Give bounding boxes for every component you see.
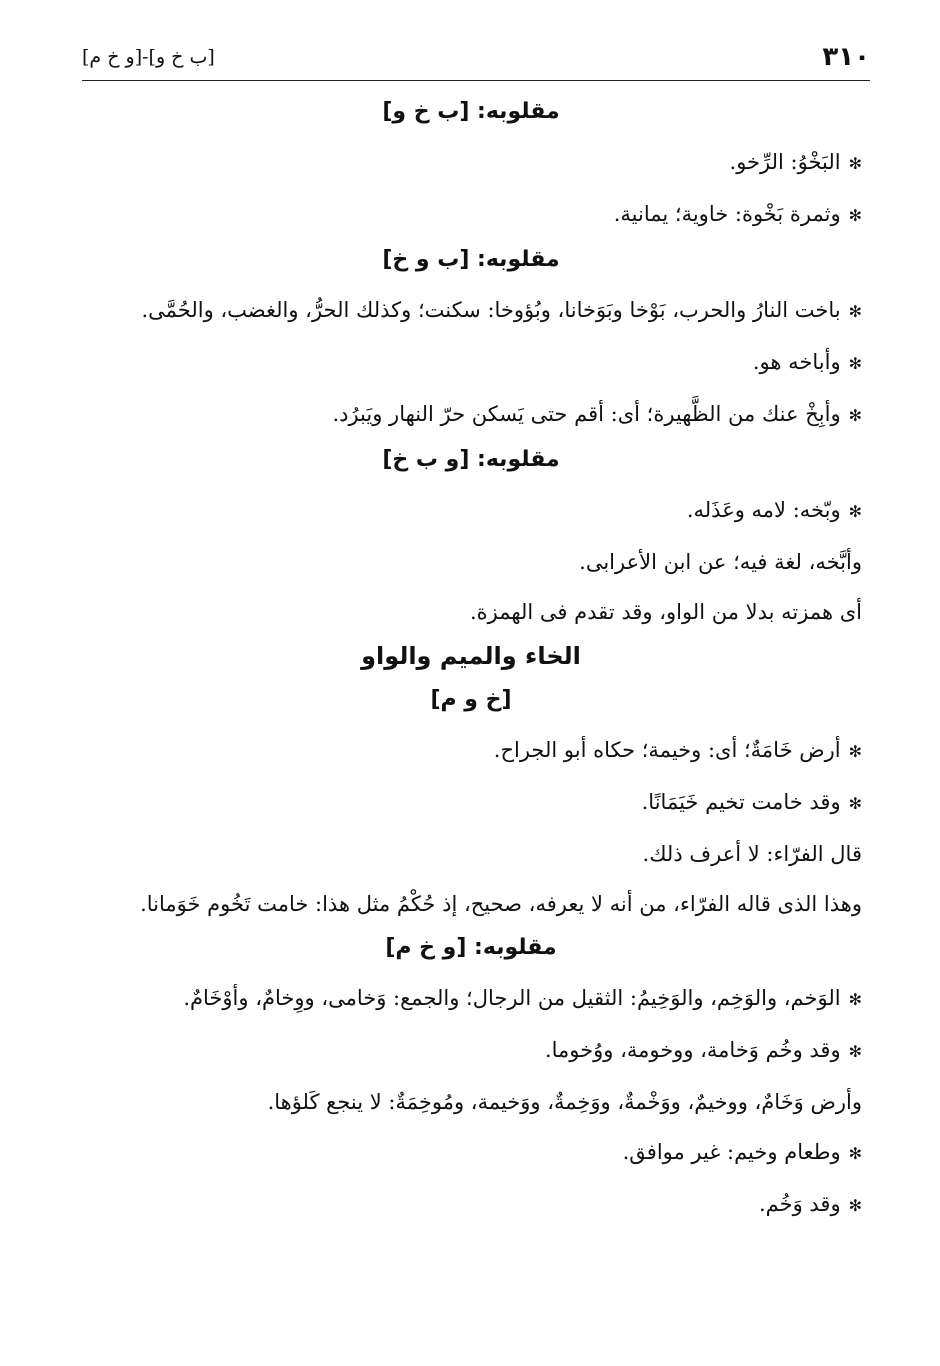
entry-paragraph [80, 340, 862, 386]
entry-paragraph [80, 488, 862, 534]
entry-paragraph [80, 540, 862, 584]
entry-heading: [خ و م] [430, 687, 512, 712]
entry-paragraph [80, 780, 862, 826]
entry-paragraph [80, 882, 862, 926]
entry-paragraph [80, 1130, 862, 1176]
asterisk-icon: ✻ [848, 206, 862, 225]
paragraph-text: باخت النارُ والحرب، بَوْخا وبَوَخانا، وبُؤوخا: سكنت؛ وكذلك الحرُّ، والغضب، والحُمَّى. [141, 298, 841, 322]
paragraph-text: وبّخه: لامه وعَذَله. [686, 498, 841, 522]
paragraph-text: وقد خامت تخيم خَيَمَانًا. [641, 790, 841, 814]
paragraph-text: أى همزته بدلا من الواو، وقد تقدم فى الهمزة. [469, 600, 862, 624]
paragraph-text: وأبَّخه، لغة فيه؛ عن ابن الأعرابى. [579, 550, 862, 574]
entry-paragraph [80, 1182, 862, 1228]
entry-paragraph [80, 288, 862, 334]
paragraph-text: وأبِخْ عنك من الظَّهيرة؛ أى: أقم حتى يَسكن حرّ النهار ويَبرُد. [332, 402, 841, 426]
asterisk-icon: ✻ [848, 1196, 862, 1215]
section-heading: الخاء والميم والواو [361, 642, 581, 670]
asterisk-icon: ✻ [848, 1042, 862, 1061]
asterisk-icon: ✻ [848, 406, 862, 425]
paragraph-text: أرض خَامَةٌ؛ أى: وخيمة؛ حكاه أبو الجراح. [493, 738, 841, 762]
asterisk-icon: ✻ [848, 1144, 862, 1163]
entry-paragraph [80, 832, 862, 876]
paragraph-text: البَخْوُ: الرِّخو. [729, 150, 841, 174]
asterisk-icon: ✻ [848, 502, 862, 521]
paragraph-text: وقد وَخُم. [758, 1192, 841, 1216]
paragraph-text: وأباخه هو. [752, 350, 841, 374]
asterisk-icon: ✻ [848, 794, 862, 813]
entry-paragraph [80, 728, 862, 774]
paragraph-text: وهذا الذى قاله الفرّاء، من أنه لا يعرفه، صحيح، إذ حُكْمُ مثل هذا: خامت تَخُوم خَوَمانا. [140, 892, 862, 916]
entry-paragraph [80, 392, 862, 438]
page-body [80, 96, 862, 1234]
paragraph-text: قال الفرّاء: لا أعرف ذلك. [642, 842, 862, 866]
entry-paragraph [80, 590, 862, 634]
asterisk-icon: ✻ [848, 302, 862, 321]
entry-paragraph [80, 192, 862, 238]
asterisk-icon: ✻ [848, 354, 862, 373]
paragraph-text: وأرض وَخَامٌ، ووخيمٌ، ووَخْمةٌ، ووَخِمةٌ، ووَخيمة، ومُوخِمَةٌ: لا ينجع كَلؤها. [267, 1090, 862, 1114]
maqlub-heading: مقلوبه: [ب و خ] [382, 247, 560, 272]
asterisk-icon: ✻ [848, 990, 862, 1009]
entry-paragraph [80, 1080, 862, 1124]
asterisk-icon: ✻ [848, 742, 862, 761]
paragraph-text: وثمرة بَخْوة: خاوية؛ يمانية. [613, 202, 841, 226]
paragraph-text: وقد وخُم وَخامة، ووخومة، ووُخوما. [544, 1038, 841, 1062]
maqlub-heading: مقلوبه: [ب خ و] [382, 99, 560, 124]
entry-paragraph [80, 1028, 862, 1074]
entry-paragraph [80, 976, 862, 1022]
page-header [82, 40, 870, 81]
paragraph-text: الوَخم، والوَخِم، والوَخِيمُ: الثقيل من الرجال؛ والجمع: وَخامى، ووِخامٌ، وأوْخَامٌ. [183, 986, 841, 1010]
asterisk-icon: ✻ [848, 154, 862, 173]
paragraph-text: وطعام وخيم: غير موافق. [622, 1140, 841, 1164]
maqlub-heading: مقلوبه: [و خ م] [385, 935, 557, 960]
entry-paragraph [80, 140, 862, 186]
running-head: [ب خ و]-[و خ م] [82, 46, 215, 68]
maqlub-heading: مقلوبه: [و ب خ] [382, 447, 560, 472]
page-number: ٣١٠ [822, 42, 870, 72]
